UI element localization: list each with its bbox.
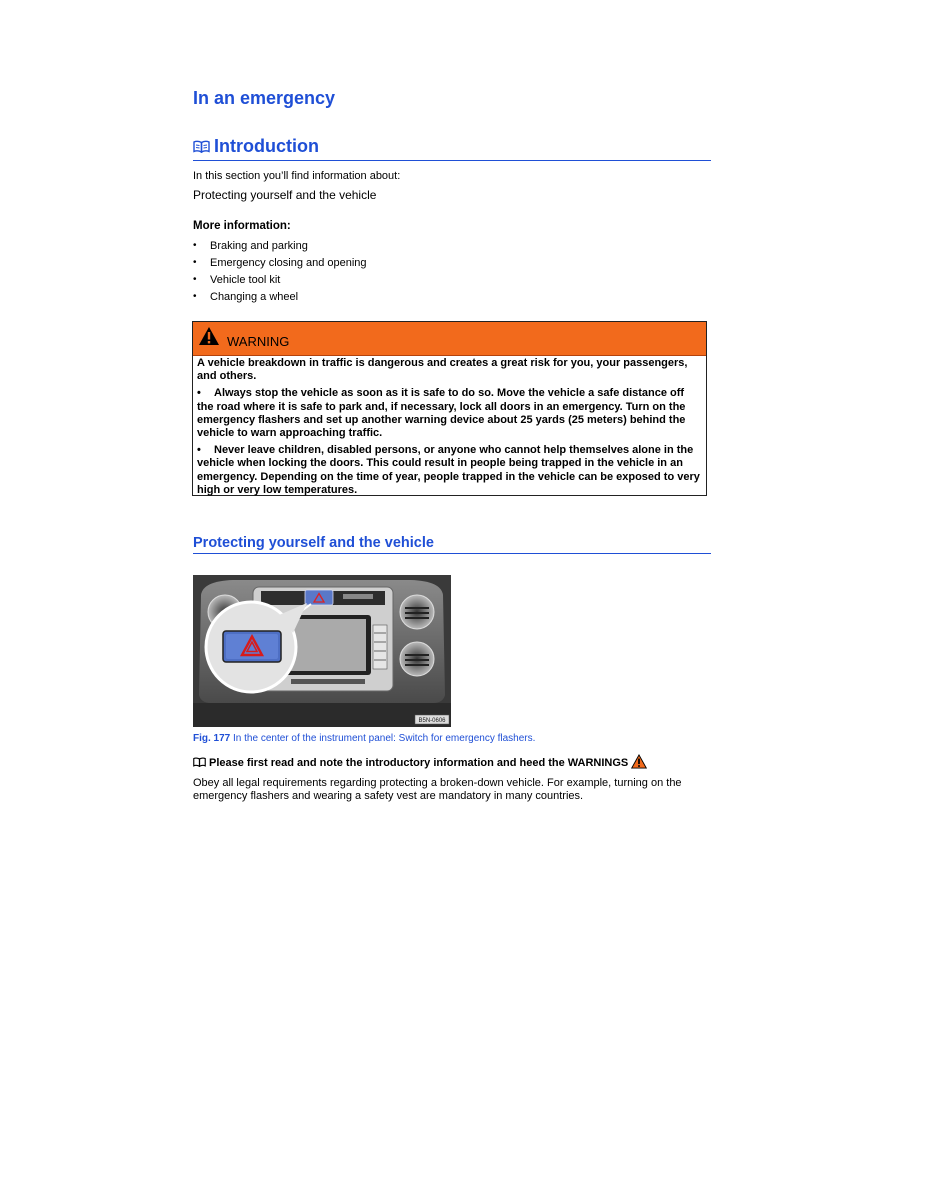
warning-triangle-icon xyxy=(631,754,647,772)
warning-header xyxy=(193,322,706,356)
book-icon xyxy=(193,757,206,770)
instrument-panel-illustration xyxy=(193,575,451,727)
warning-intro: A vehicle breakdown in traffic is dangerous and creates a great risk for you, your passengers, and others. xyxy=(197,357,688,383)
warning-label: WARNING xyxy=(227,334,290,349)
warning-bullet: • Never leave children, disabled persons, or anyone who cannot help themselves alone in the vehicle when locking the doors. This could result in people being trapped in the vehicle in an emergency. Depending on the time of year, people trapped in the vehicle can be exposed to very high or very low temperatures. xyxy=(197,444,700,496)
section-heading-introduction xyxy=(193,136,711,161)
note-line xyxy=(193,754,647,772)
more-info-list xyxy=(193,239,367,307)
list-item: • Braking and parking xyxy=(193,239,367,256)
warning-bullet: • Always stop the vehicle as soon as it is safe to do so. Move the vehicle a safe distance off the road where it is safe to park and, if necessary, lock all doors in an emergency. Turn on the emergency flashers and set up another warning device about 25 yards (25 meters) behind the vehicle to warn approaching traffic. xyxy=(197,387,686,440)
section-heading-protecting: Protecting yourself and the vehicle xyxy=(193,535,711,554)
intro-topic: Protecting yourself and the vehicle xyxy=(193,188,377,202)
introduction-heading-text: Introduction xyxy=(214,136,319,156)
figure-code: B5N-0606 xyxy=(418,718,446,724)
warning-body xyxy=(193,356,706,497)
page-title: In an emergency xyxy=(193,88,336,108)
note-text: Please first read and note the introductory information and heed the WARNINGS xyxy=(209,757,629,769)
warning-triangle-icon xyxy=(198,326,220,351)
list-item: • Emergency closing and opening xyxy=(193,256,367,273)
warning-box xyxy=(192,321,707,496)
figure-caption xyxy=(193,733,535,744)
intro-lead: In this section you’ll find information about: xyxy=(193,170,401,182)
list-item: • Vehicle tool kit xyxy=(193,273,367,290)
protecting-body: Obey all legal requirements regarding protecting a broken-down vehicle. For example, turning on the emergency flashers and wearing a safety vest are mandatory in many countries. xyxy=(193,777,682,802)
caption-number: Fig. 177 xyxy=(193,733,231,744)
book-icon xyxy=(193,137,210,158)
figure-instrument-panel xyxy=(193,575,451,727)
caption-text: In the center of the instrument panel: Switch for emergency flashers. xyxy=(230,733,536,744)
more-info-label: More information: xyxy=(193,220,291,232)
list-item: • Changing a wheel xyxy=(193,290,367,307)
